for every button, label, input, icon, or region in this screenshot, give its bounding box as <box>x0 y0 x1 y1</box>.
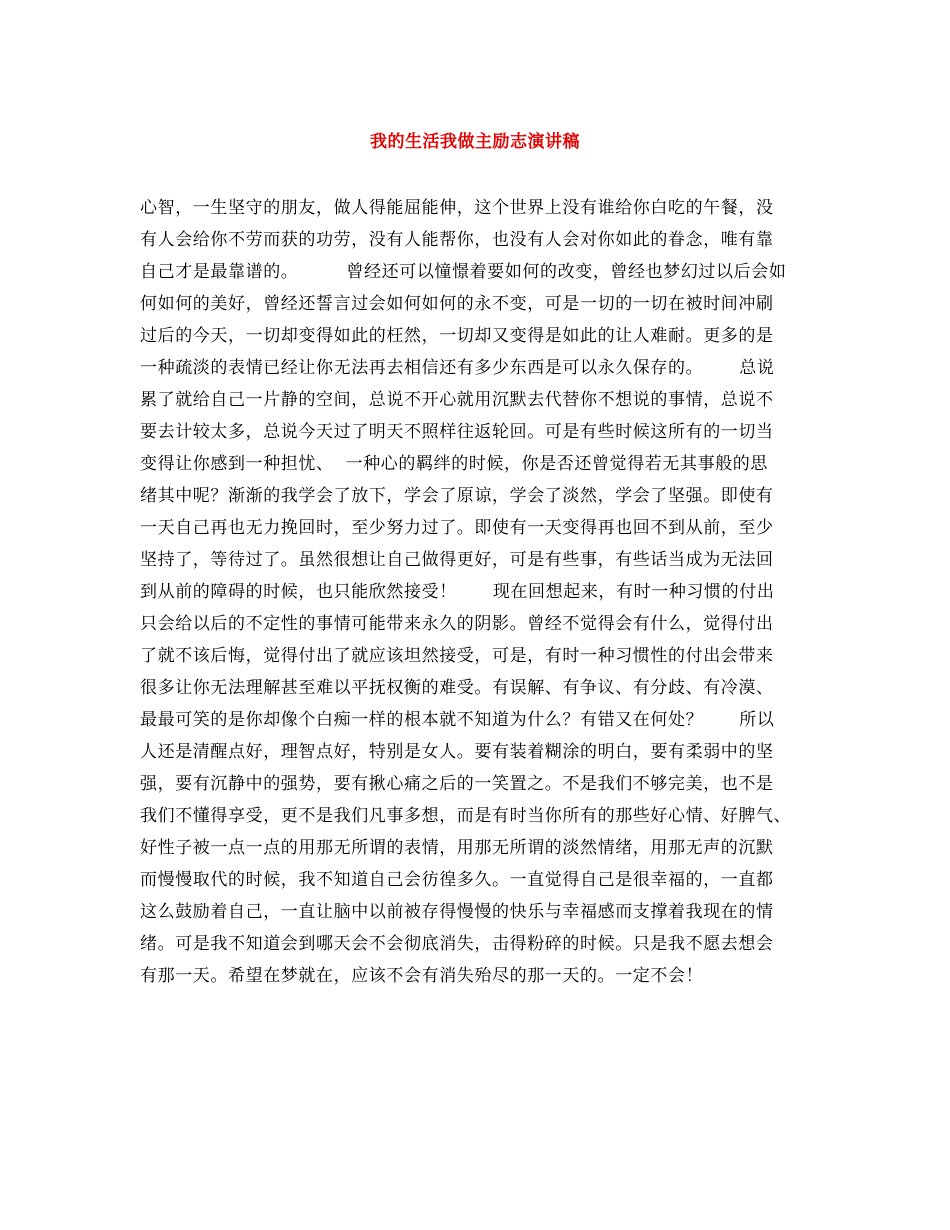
body-line: 只会给以后的不定性的事情可能带来永久的阴影。曾经不觉得会有什么，觉得付出 <box>140 614 774 634</box>
body-line: 累了就给自己一片静的空间，总说不开心就用沉默去代替你不想说的事情，总说不 <box>140 390 774 410</box>
body-line: 绪。可是我不知道会到哪天会不会彻底消失，击得粉碎的时候。只是我不愿去想会 <box>140 934 774 954</box>
body-line: 到从前的障碍的时候，也只能欣然接受！ 现在回想起来，有时一种习惯的付出 <box>140 582 775 602</box>
body-line: 好性子被一点一点的用那无所谓的表情，用那无所谓的淡然情绪，用那无声的沉默 <box>140 838 774 858</box>
body-line: 变得让你感到一种担忧、 一种心的羁绊的时候，你是否还曾觉得若无其事般的思 <box>140 454 769 474</box>
body-line: 坚持了，等待过了。虽然很想让自己做得更好，可是有些事，有些话当成为无法回 <box>140 550 774 570</box>
body-line: 一种疏淡的表情已经让你无法再去相信还有多少东西是可以永久保存的。 总说 <box>140 358 775 378</box>
body-line: 而慢慢取代的时候，我不知道自己会彷徨多久。一直觉得自己是很幸福的，一直都 <box>140 870 774 890</box>
body-line: 心智，一生坚守的朋友，做人得能屈能伸，这个世界上没有谁给你白吃的午餐，没 <box>140 198 774 218</box>
body-line: 最最可笑的是你却像个白痴一样的根本就不知道为什么？有错又在何处？ 所以 <box>140 710 775 730</box>
body-line: 有人会给你不劳而获的功劳，没有人能帮你，也没有人会对你如此的眷念，唯有靠 <box>140 230 774 250</box>
body-line: 何如何的美好，曾经还誓言过会如何如何的永不变，可是一切的一切在被时间冲刷 <box>140 294 774 314</box>
body-line: 很多让你无法理解甚至难以平抚权衡的难受。有误解、有争议、有分歧、有冷漠、 <box>140 678 774 698</box>
body-line: 绪其中呢？渐渐的我学会了放下，学会了原谅，学会了淡然，学会了坚强。即使有 <box>140 486 774 506</box>
body-line: 我们不懂得享受，更不是我们凡事多想，而是有时当你所有的那些好心情、好脾气、 <box>140 806 792 826</box>
document-body <box>140 198 820 998</box>
body-line: 强，要有沉静中的强势，要有揪心痛之后的一笑置之。不是我们不够完美，也不是 <box>140 774 774 794</box>
body-line: 人还是清醒点好，理智点好，特别是女人。要有装着糊涂的明白，要有柔弱中的坚 <box>140 742 774 762</box>
body-line: 有那一天。希望在梦就在，应该不会有消失殆尽的那一天的。一定不会！ <box>140 966 704 986</box>
body-line: 了就不该后悔，觉得付出了就应该坦然接受，可是，有时一种习惯性的付出会带来 <box>140 646 774 666</box>
body-line: 过后的今天，一切却变得如此的枉然，一切却又变得是如此的让人难耐。更多的是 <box>140 326 774 346</box>
body-line: 要去计较太多，总说今天过了明天不照样往返轮回。可是有些时候这所有的一切当 <box>140 422 774 442</box>
body-line: 这么鼓励着自己，一直让脑中以前被存得慢慢的快乐与幸福感而支撑着我现在的情 <box>140 902 774 922</box>
body-line: 自己才是最靠谱的。 曾经还可以憧憬着要如何的改变，曾经也梦幻过以后会如 <box>140 262 787 282</box>
document-title: 我的生活我做主励志演讲稿 <box>370 132 580 152</box>
body-line: 一天自己再也无力挽回时，至少努力过了。即使有一天变得再也回不到从前，至少 <box>140 518 774 538</box>
